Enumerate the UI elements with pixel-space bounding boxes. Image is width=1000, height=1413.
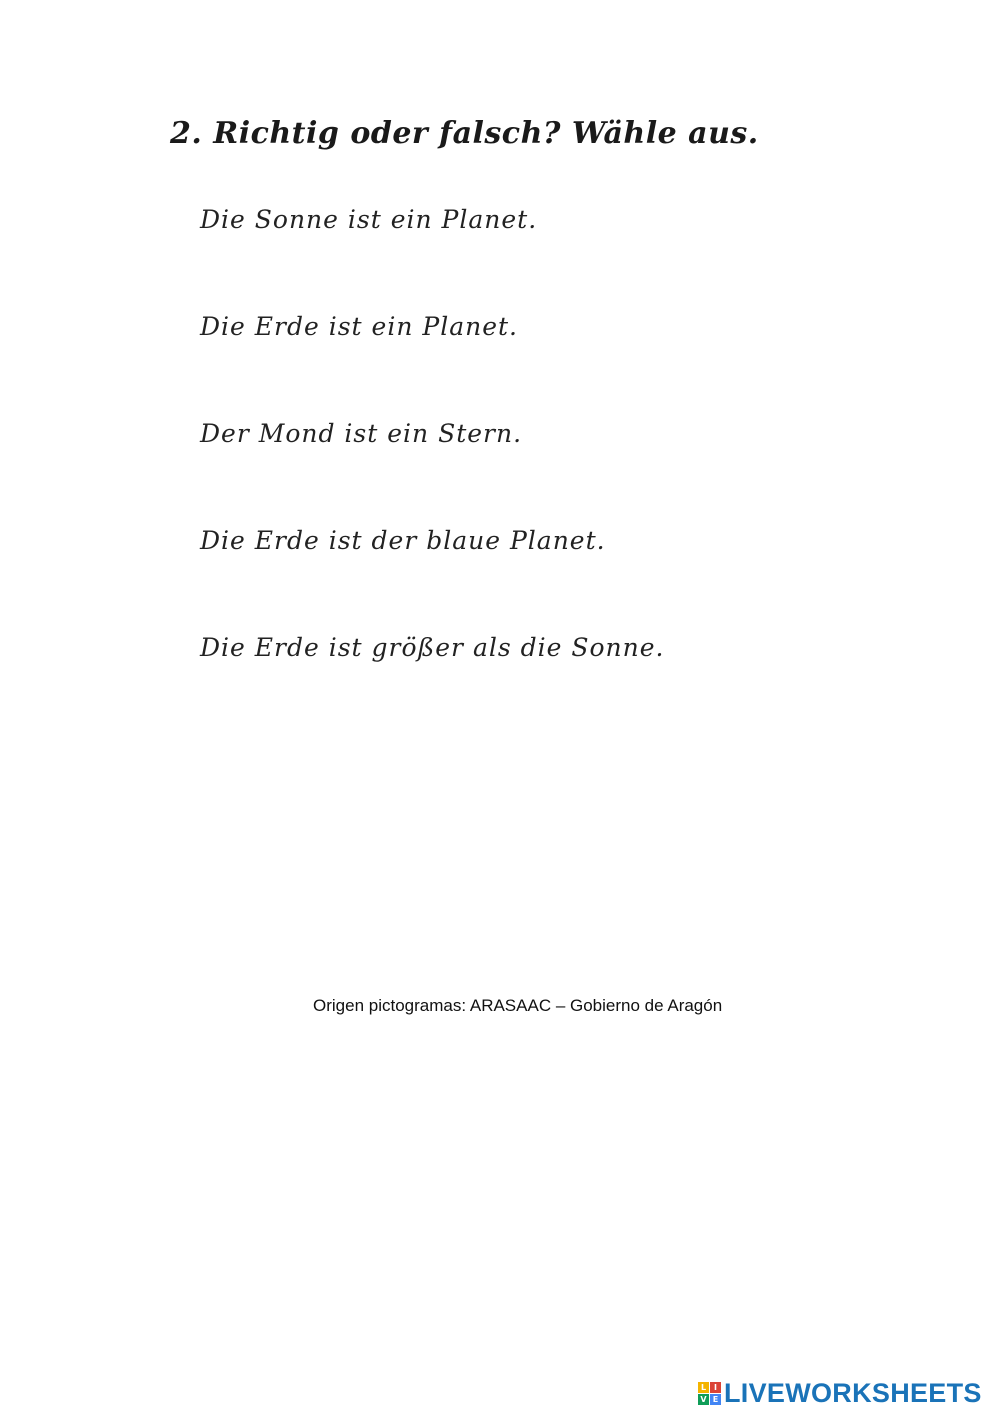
pictogram-credit: Origen pictogramas: ARASAAC – Gobierno de Aragón bbox=[313, 996, 723, 1015]
statement-2: Die Erde ist ein Planet. bbox=[200, 312, 518, 341]
liveworksheets-wordmark: LIVEWORKSHEETS bbox=[724, 1377, 982, 1408]
logo-letter-v: V bbox=[698, 1394, 709, 1405]
statement-3: Der Mond ist ein Stern. bbox=[200, 419, 523, 448]
logo-letter-i: I bbox=[710, 1382, 721, 1393]
statement-4: Die Erde ist der blaue Planet. bbox=[200, 526, 606, 555]
statement-1: Die Sonne ist ein Planet. bbox=[200, 205, 538, 234]
logo-letter-l: L bbox=[698, 1382, 709, 1393]
statement-5: Die Erde ist größer als die Sonne. bbox=[200, 633, 665, 662]
liveworksheets-brand bbox=[698, 1376, 982, 1410]
logo-letter-e: E bbox=[710, 1394, 721, 1405]
liveworksheets-logo-icon bbox=[698, 1382, 721, 1405]
question-heading: 2. Richtig oder falsch? Wähle aus. bbox=[170, 116, 759, 151]
